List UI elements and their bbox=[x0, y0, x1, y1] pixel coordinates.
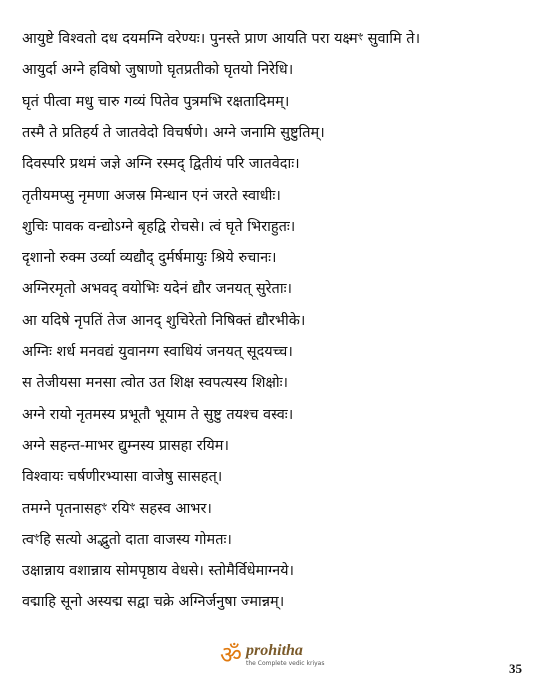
verse-line: दृशानो रुक्म उर्व्या व्यद्यौद् दुर्मर्षमायुः श्रिये रुचानः। bbox=[22, 250, 277, 267]
verse-line: अग्निः शर्ध मनवद्यं युवानग्ग स्वाधियं जनयत् सूदयच्च। bbox=[22, 344, 293, 360]
verse-line: त्वꣳहि सत्यो अद्भुतो दाता वाजस्य गोमतः। bbox=[22, 531, 232, 548]
verse-line: विश्वायः चर्षणीरभ्यासा वाजेषु सासहत्। bbox=[22, 469, 223, 486]
verse-line: शुचिः पावक वन्द्योऽग्ने बृहद्वि रोचसे। त्वं घृते भिराहुतः। bbox=[22, 218, 296, 235]
page-number: 35 bbox=[509, 661, 522, 676]
verse-line: तस्मै ते प्रतिहर्य ते जातवेदो विचर्षणे। अग्ने जनामि सुष्टुतिम्। bbox=[22, 124, 325, 141]
verse-line: अग्ने सहन्त-माभर द्युम्नस्य प्रासहा रयिम। bbox=[22, 437, 229, 454]
verse-line: वद्माहि सूनो अस्यद्म सद्वा चक्रे अग्निर्जनुषा ज्मान्नम्। bbox=[22, 594, 285, 611]
verse-line: घृतं पीत्वा मधु चारु गव्यं पितेव पुत्रमभि रक्षतादिमम्। bbox=[22, 93, 290, 110]
brand-tagline: the Complete vedic kriyas bbox=[246, 660, 325, 667]
verse-line: तृतीयमप्सु नृमणा अजस्र मिन्धान एनं जरते स्वाधीः। bbox=[22, 187, 281, 204]
verse-line: आयुर्दा अग्ने हविषो जुषाणो घृतप्रतीको घृतयो निरेधि। bbox=[22, 62, 294, 79]
om-icon: ॐ bbox=[220, 641, 242, 669]
verse-line: अग्निरमृतो अभवद् वयोभिः यदेनं द्यौर जनयत् सुरेताः। bbox=[22, 281, 293, 298]
verse-line: दिवस्परि प्रथमं जज्ञे अग्नि रस्मद् द्वितीयं परि जातवेदाः। bbox=[22, 156, 300, 173]
verse-line: आ यदिषे नृपतिं तेज आनद् शुचिरेतो निषिक्तं द्यौरभीके। bbox=[22, 312, 306, 329]
brand-name: prohitha bbox=[246, 642, 303, 659]
verse-line: स तेजीयसा मनसा त्वोत उत शिक्ष स्वपत्यस्य शिक्षोः। bbox=[22, 375, 289, 392]
prohitha-logo bbox=[220, 642, 340, 672]
verse-line: अग्ने रायो नृतमस्य प्रभूतौ भूयाम ते सुष्टु तयश्च वस्वः। bbox=[22, 406, 294, 423]
verse-line: आयुष्टे विश्वतो दध दयमग्नि वरेण्यः। पुनस्ते प्राण आयति परा यक्ष्मꣳ सुवामि ते। bbox=[22, 31, 421, 47]
verse-line: तमग्ने पृतनासहꣳ रयिꣳ सहस्व आभर। bbox=[22, 500, 212, 517]
verse-line: उक्षान्नाय वशान्नाय सोमपृष्ठाय वेधसे। स्तोमैर्विधेमाग्नये। bbox=[22, 563, 295, 580]
